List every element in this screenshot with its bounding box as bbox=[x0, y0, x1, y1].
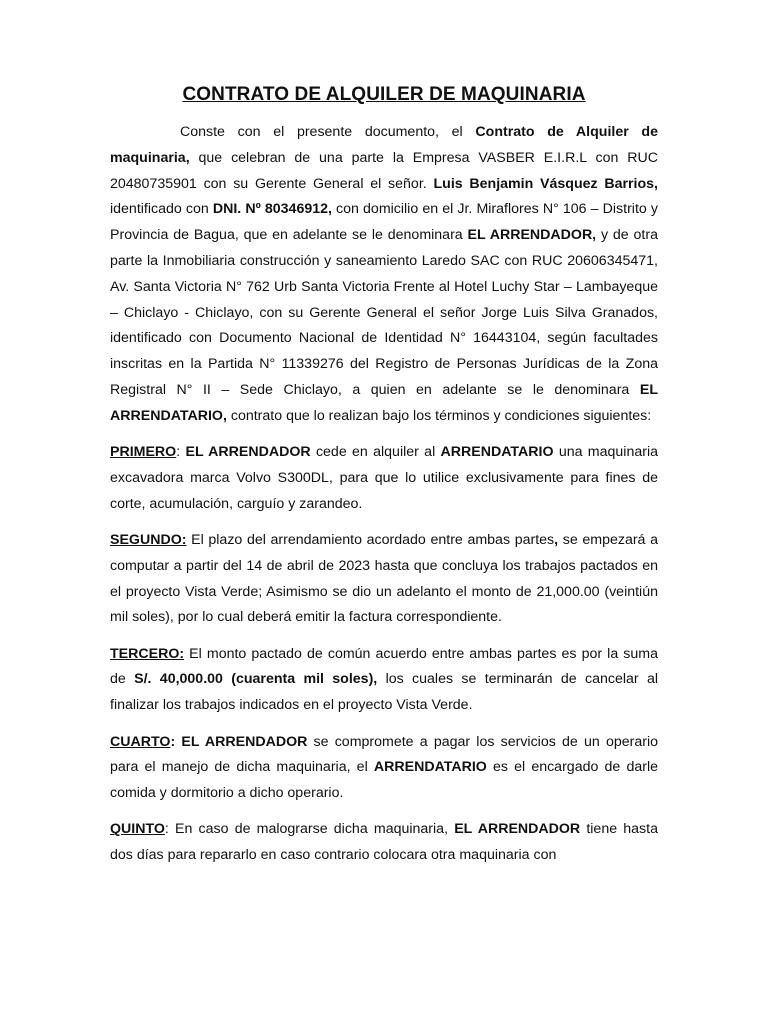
clause-segundo bbox=[110, 528, 658, 631]
clause-cuarto-bold-2: ARRENDATARIO bbox=[373, 759, 487, 776]
clause-segundo-text-1: El plazo del arrendamiento acordado entre ambas partes bbox=[186, 531, 555, 548]
clause-quinto-heading: QUINTO bbox=[110, 821, 165, 838]
intro-text-6: contrato que lo realizan bajo los términos y condiciones siguientes: bbox=[226, 407, 652, 424]
intro-text-3: identificado con bbox=[110, 201, 213, 218]
clause-quinto-bold-1: EL ARRENDADOR bbox=[454, 821, 581, 838]
clause-quinto-text-2: tiene hasta dos días para repararlo en caso contrario colocara otra maquinaria con bbox=[110, 821, 658, 864]
clause-cuarto-bold-1: EL ARRENDADOR bbox=[175, 733, 308, 750]
clause-primero-sep: : bbox=[176, 444, 186, 461]
clause-tercero-text-2: los cuales se terminarán de cancelar al finalizar los trabajos indicados en el proyecto Vista Verde. bbox=[110, 671, 658, 714]
clause-quinto-text-1: : En caso de malograrse dicha maquinaria, bbox=[164, 821, 455, 838]
intro-text-5: y de otra parte la Inmobiliaria construcción y saneamiento Laredo SAC con RUC 20606345471, Av. Santa Victoria N° 762 Urb Santa Victoria Frente al Hotel Luchy Star – Lambayeque – Chiclayo - Chiclayo, con su Gerente General el señor Jorge Luis Silva Granados, identificado con Documento Nacional de Identidad N° 16443104, según facultades inscritas en la Partida N° 11339276 del Registro de Personas Jurídicas de la Zona Registral N° II – Sede Chiclayo, a quien en adelante se le denominara bbox=[110, 227, 658, 398]
clause-primero-text-2: una maquinaria excavadora marca Volvo S300DL, para que lo utilice exclusivamente para fines de corte, acumulación, carguío y zarandeo. bbox=[110, 444, 658, 512]
clause-segundo-heading: SEGUNDO: bbox=[110, 531, 187, 548]
intro-bold-arrendatario: EL ARRENDATARIO, bbox=[110, 381, 658, 424]
clause-tercero bbox=[110, 642, 658, 719]
clause-tercero-bold-amount: S/. 40,000.00 (cuarenta mil soles), bbox=[134, 671, 378, 688]
intro-bold-manager-name: Luis Benjamin Vásquez Barrios, bbox=[433, 175, 658, 192]
intro-bold-dni: DNI. Nº 80346912, bbox=[212, 201, 332, 218]
document-body bbox=[110, 120, 658, 880]
clause-cuarto-text-2: es el encargado de darle comida y dormitorio a dicho operario. bbox=[110, 759, 658, 802]
clause-primero-bold-1: EL ARRENDADOR bbox=[185, 444, 311, 461]
intro-text-2: que celebran de una parte la Empresa VASBER E.I.R.L con RUC 20480735901 con su Gerente General el señor. bbox=[110, 149, 658, 192]
clause-tercero-heading: TERCERO: bbox=[110, 645, 185, 662]
clause-cuarto bbox=[110, 730, 658, 807]
document-title: CONTRATO DE ALQUILER DE MAQUINARIA bbox=[182, 84, 586, 105]
clause-cuarto-text-1: se compromete a pagar los servicios de un operario para el manejo de dicha maquinaria, el bbox=[110, 733, 658, 776]
clause-primero-heading: PRIMERO bbox=[110, 444, 177, 461]
clause-primero bbox=[110, 440, 658, 517]
clause-quinto bbox=[110, 817, 658, 869]
intro-paragraph bbox=[110, 120, 658, 430]
clause-segundo-bold-comma: , bbox=[554, 531, 559, 548]
intro-text-4: con domicilio en el Jr. Miraflores N° 106 – Distrito y Provincia de Bagua, que en adelante se le denominara bbox=[110, 201, 658, 244]
clause-cuarto-sep: : bbox=[170, 733, 176, 750]
clause-segundo-text-2: se empezará a computar a partir del 14 de abril de 2023 hasta que concluya los trabajos pactados en el proyecto Vista Verde; Asimismo se dio un adelanto el monto de 21,000.00 (veintiún mil soles), por lo cual deberá emitir la factura correspondiente. bbox=[110, 531, 658, 626]
intro-text-1: Conste con el presente documento, el bbox=[180, 124, 476, 140]
clause-cuarto-heading: CUARTO bbox=[110, 733, 171, 750]
intro-bold-arrendador: EL ARRENDADOR, bbox=[467, 227, 597, 244]
clause-primero-text-1: cede en alquiler al bbox=[310, 444, 441, 461]
clause-primero-bold-2: ARRENDATARIO bbox=[440, 444, 554, 461]
intro-bold-contract: Contrato de Alquiler de maquinaria, bbox=[110, 124, 658, 166]
clause-tercero-text-1: El monto pactado de común acuerdo entre ambas partes es por la suma de bbox=[110, 645, 658, 688]
